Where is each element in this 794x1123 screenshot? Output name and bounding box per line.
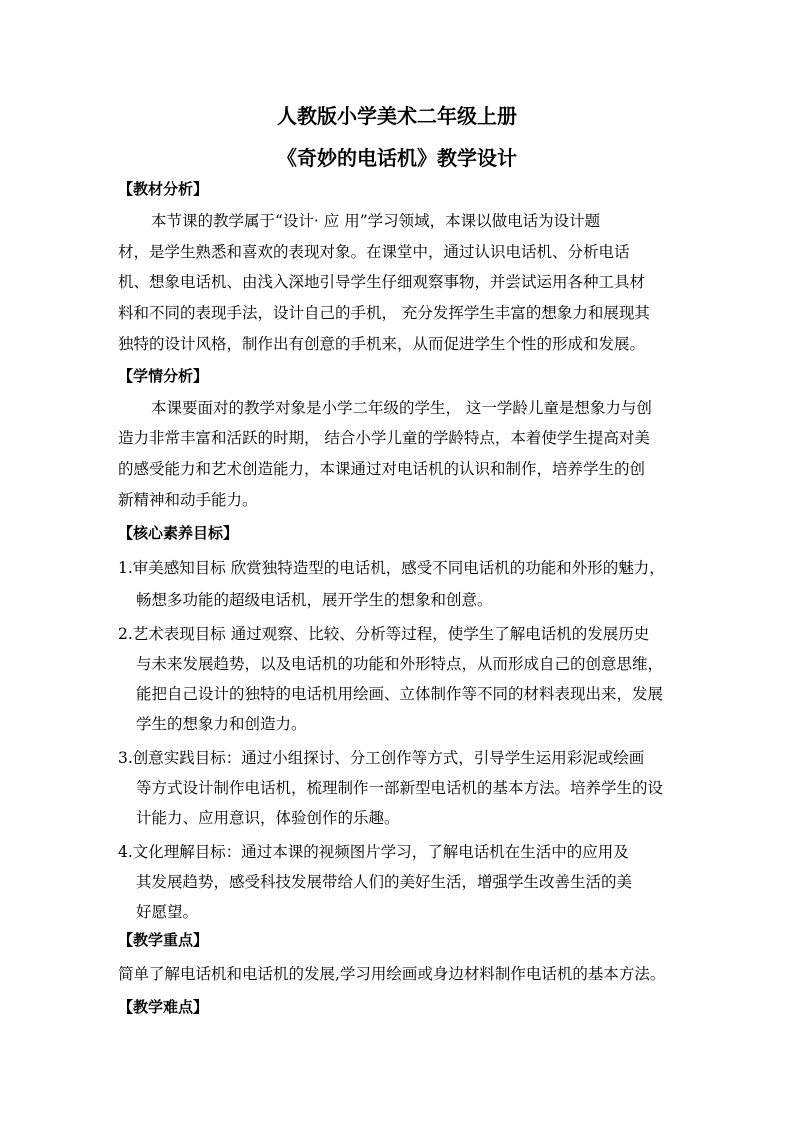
- goals-line: 计能力、应用意识，体验创作的乐趣。: [136, 809, 400, 827]
- goals-line: 畅想多功能的超级电话机，展开学生的想象和创意。: [136, 591, 493, 609]
- goals-line: 1.审美感知目标 欣赏独特造型的电话机，感受不同电话机的功能和外形的魅力，: [118, 559, 665, 577]
- textbook-line: 材，是学生熟悉和喜欢的表现对象。在课堂中，通过认识电话机、分析电话: [118, 243, 630, 261]
- document-title-line1: 人教版小学美术二年级上册: [277, 104, 517, 128]
- goals-line: 能把自己设计的独特的电话机用绘画、立体制作等不同的材料表现出来，发展: [136, 685, 664, 703]
- section-heading-difficulties: 【教学难点】: [118, 998, 209, 1016]
- section-heading-textbook: 【教材分析】: [118, 180, 209, 198]
- goals-line: 与未来发展趋势，以及电话机的功能和外形特点，从而形成自己的创意思维，: [136, 655, 664, 673]
- textbook-line: 本节课的教学属于“设计· 应 用”学习领域，本课以做电话为设计题: [151, 212, 601, 230]
- section-heading-key-points: 【教学重点】: [118, 931, 209, 949]
- students-line: 新精神和动手能力。: [118, 491, 258, 509]
- section-heading-goals: 【核心素养目标】: [118, 524, 239, 542]
- section-heading-students: 【学情分析】: [118, 367, 209, 385]
- key-points-line: 简单了解电话机和电话机的发展,学习用绘画或身边材料制作电话机的基本方法。: [118, 965, 666, 983]
- goals-line: 3.创意实践目标：通过小组探讨、分工创作等方式，引导学生运用彩泥或绘画: [118, 749, 645, 767]
- students-line: 本课要面对的教学对象是小学二年级的学生， 这一学龄儿童是想象力与创: [151, 399, 652, 417]
- goals-line: 等方式设计制作电话机，梳理制作一部新型电话机的基本方法。培养学生的设: [136, 779, 664, 797]
- students-line: 造力非常丰富和活跃的时期， 结合小学儿童的学龄特点，本着使学生提高对美: [118, 429, 650, 447]
- textbook-line: 料和不同的表现手法，设计自己的手机， 充分发挥学生丰富的想象力和展现其: [118, 304, 650, 322]
- goals-line: 学生的想象力和创造力。: [136, 715, 307, 733]
- goals-line: 4.文化理解目标：通过本课的视频图片学习，了解电话机在生活中的应用及: [118, 843, 629, 861]
- students-line: 的感受能力和艺术创造能力，本课通过对电话机的认识和制作，培养学生的创: [118, 460, 646, 478]
- goals-line: 好愿望。: [136, 903, 199, 921]
- textbook-line: 机、想象电话机、由浅入深地引导学生仔细观察事物，并尝试运用各种工具材: [118, 273, 646, 291]
- goals-line: 2.艺术表现目标 通过观察、比较、分析等过程，使学生了解电话机的发展历史: [118, 625, 650, 643]
- goals-line: 其发展趋势，感受科技发展带给人们的美好生活，增强学生改善生活的美: [136, 873, 633, 891]
- document-title-line2: 《奇妙的电话机》教学设计: [277, 146, 517, 170]
- textbook-line: 独特的设计风格，制作出有创意的手机来，从而促进学生个性的形成和发展。: [118, 335, 646, 353]
